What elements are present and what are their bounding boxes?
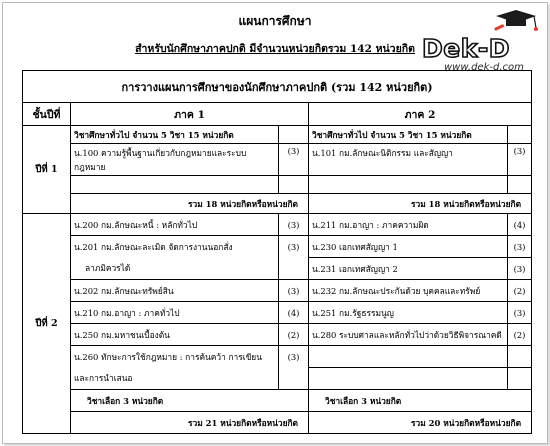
- credit-cell: (2): [508, 280, 532, 302]
- course-cell: น.202 กม.ลักษณะทรัพย์สิน: [71, 280, 279, 302]
- logo-url: www.dek-d.com: [444, 62, 524, 73]
- credit-cell: (3): [279, 236, 309, 258]
- credit-cell: (2): [279, 324, 309, 346]
- course-cell: น.230 เอกเทศสัญญา 1: [309, 236, 508, 258]
- page-subtitle: สำหรับนักศึกษาภาคปกติ มีจำนวนหน่วยกิตรวม 142 หน่วยกิต: [135, 43, 415, 55]
- credit-cell: (3): [279, 214, 309, 236]
- course-cell: น.231 เอกเทศสัญญา 2: [309, 258, 508, 280]
- credit-cell: (3): [508, 302, 532, 324]
- course-cell: น.200 กม.ลักษณะหนี้ : หลักทั่วไป: [71, 214, 279, 236]
- course-cell: น.280 ระบบศาลและหลักทั่วไปว่าด้วยวิธีพิจารณาคดี: [309, 324, 508, 346]
- total-credits-cell: รวม 18 หน่วยกิตหรือหน่วยกิต: [309, 194, 532, 214]
- credit-cell: [508, 346, 532, 368]
- course-cell: [309, 368, 508, 390]
- course-cell: น.201 กม.ลักษณะละเมิด จัดการงานนอกสั่ง: [71, 236, 279, 258]
- course-cell-continued: ลาภมิควรได้: [71, 258, 279, 280]
- credit-cell: (2): [508, 324, 532, 346]
- course-cell-continued: และการนำเสนอ: [71, 368, 279, 390]
- general-education-cell: วิชาศึกษาทั่วไป จำนวน 5 วิชา 15 หน่วยกิต: [71, 126, 279, 144]
- col-header-year: ชั้นปีที่: [23, 103, 71, 126]
- credit-cell: (3): [279, 346, 309, 368]
- elective-cell: วิชาเลือก 3 หน่วยกิต: [71, 390, 309, 412]
- year-label: ปีที่ 2: [23, 214, 71, 434]
- credit-cell: (3): [508, 236, 532, 258]
- credit-cell: (4): [279, 302, 309, 324]
- credit-cell: (3): [279, 144, 309, 176]
- course-cell: น.260 ทักษะการใช้กฎหมาย : การค้นคว้า การเขียน: [71, 346, 279, 368]
- study-plan-table: [22, 70, 532, 434]
- credit-cell: [508, 368, 532, 390]
- course-cell: น.210 กม.อาญา : ภาคทั่วไป: [71, 302, 279, 324]
- page-title: แผนการศึกษา: [238, 14, 312, 28]
- total-credits-cell: รวม 20 หน่วยกิตหรือหน่วยกิต: [309, 412, 532, 434]
- year-label: ปีที่ 1: [23, 126, 71, 214]
- course-cell: น.250 กม.มหาชนเบื้องต้น: [71, 324, 279, 346]
- course-cell: น.211 กม.อาญา : ภาคความผิด: [309, 214, 508, 236]
- general-education-cell: วิชาศึกษาทั่วไป จำนวน 5 วิชา 15 หน่วยกิต: [309, 126, 508, 144]
- total-credits-cell: รวม 21 หน่วยกิตหรือหน่วยกิต: [71, 412, 309, 434]
- credit-cell: [279, 258, 309, 280]
- elective-cell: วิชาเลือก 3 หน่วยกิต: [309, 390, 532, 412]
- credit-cell: (3): [508, 144, 532, 176]
- col-header-term1: ภาค 1: [71, 103, 309, 126]
- credit-cell: (3): [279, 280, 309, 302]
- course-cell: น.251 กม.รัฐธรรมนูญ: [309, 302, 508, 324]
- logo-text: Dek-D: [422, 34, 510, 63]
- course-cell: [309, 346, 508, 368]
- col-header-term2: ภาค 2: [309, 103, 532, 126]
- course-cell: น.232 กม.ลักษณะประกันด้วย บุคคลและทรัพย์: [309, 280, 508, 302]
- credit-cell: (4): [508, 214, 532, 236]
- table-title: การวางแผนการศึกษาของนักศึกษาภาคปกติ (รวม 142 หน่วยกิต): [23, 71, 532, 103]
- credit-cell: (3): [508, 258, 532, 280]
- credit-cell: [279, 368, 309, 390]
- course-cell: น.101 กม.ลักษณะนิติกรรม และสัญญา: [309, 144, 508, 176]
- course-cell: น.100 ความรู้พื้นฐานเกี่ยวกับกฎหมายและระบบกฎหมาย: [71, 144, 279, 176]
- total-credits-cell: รวม 18 หน่วยกิตหรือหน่วยกิต: [71, 194, 309, 214]
